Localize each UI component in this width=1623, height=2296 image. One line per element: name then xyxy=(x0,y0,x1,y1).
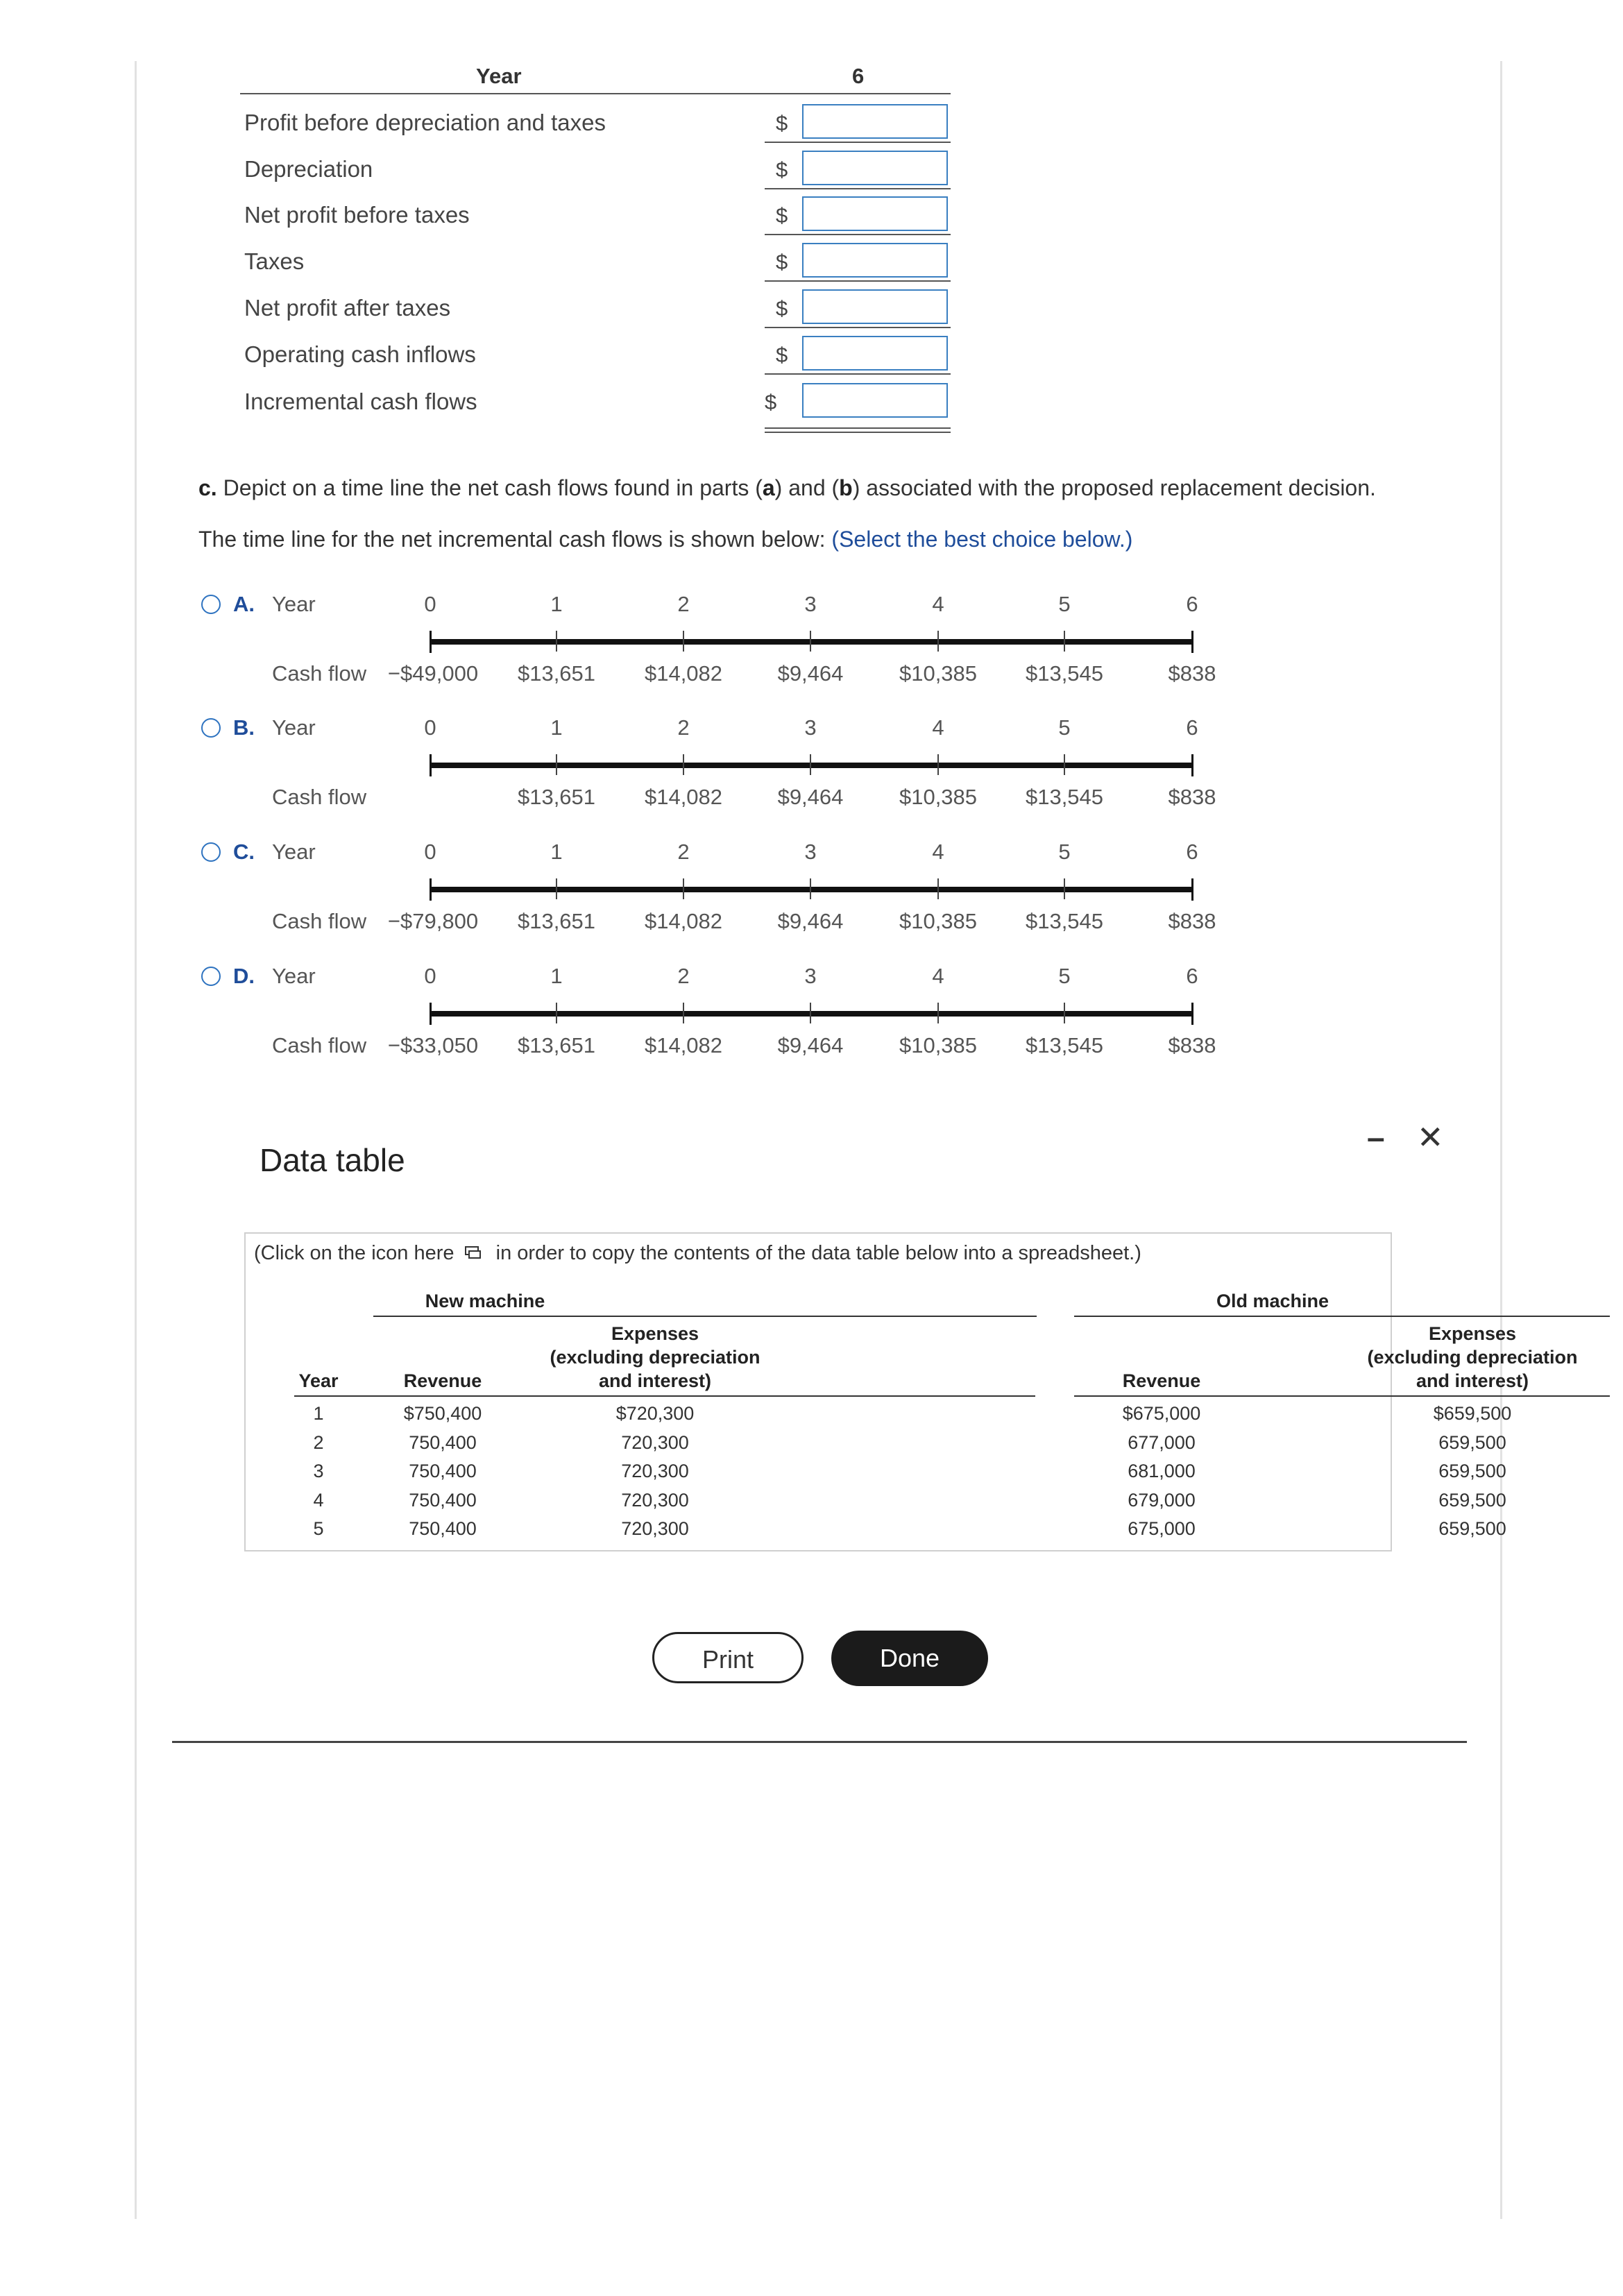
row-rule xyxy=(765,188,951,189)
year-column-header: Year xyxy=(476,64,522,88)
table-cell: 1 xyxy=(313,1403,324,1424)
timeline-year-number: 3 xyxy=(804,715,817,740)
timeline-year-number: 5 xyxy=(1058,964,1071,988)
timeline-cash-flow-value: $13,545 xyxy=(1025,909,1104,933)
table-cell: 750,400 xyxy=(409,1518,477,1539)
currency-symbol: $ xyxy=(776,296,788,321)
timeline-year-number: 2 xyxy=(677,964,690,988)
table-cell: 750,400 xyxy=(409,1461,477,1481)
timeline-cash-flow-label: Cash flow xyxy=(272,661,367,686)
table-cell: 3 xyxy=(313,1461,324,1481)
new-columns-rule xyxy=(294,1395,1035,1397)
table-cell: 5 xyxy=(313,1518,324,1539)
left-page-border xyxy=(135,61,137,2219)
timeline-cash-flow-value: −$33,050 xyxy=(387,1033,479,1057)
timeline-cash-flow-value: $838 xyxy=(1168,785,1216,809)
select-hint: (Select the best choice below.) xyxy=(831,527,1133,552)
option-letter[interactable]: C. xyxy=(233,840,255,864)
right-page-border xyxy=(1500,61,1502,2219)
timeline-axis xyxy=(430,763,1193,768)
timeline-cash-flow-value: $10,385 xyxy=(899,785,978,809)
worksheet-answer-input[interactable] xyxy=(802,104,948,139)
table-cell: $750,400 xyxy=(403,1403,482,1424)
part-c-question: c. Depict on a time line the net cash flows found in parts (a) and (b) associated with the proposed replacement decision. xyxy=(198,475,1376,500)
currency-symbol: $ xyxy=(776,203,788,228)
timeline-cash-flow-value: −$79,800 xyxy=(387,909,479,933)
old-machine-header: Old machine xyxy=(1216,1291,1329,1311)
option-radio[interactable] xyxy=(201,842,221,862)
timeline-cash-flow-value: $13,651 xyxy=(517,661,596,686)
timeline-cash-flow-value: $13,545 xyxy=(1025,1033,1104,1057)
timeline-year-number: 0 xyxy=(424,840,436,864)
timeline-tick xyxy=(937,878,939,899)
table-cell: $720,300 xyxy=(615,1403,695,1424)
table-cell: 720,300 xyxy=(621,1518,689,1539)
timeline-year-number: 6 xyxy=(1186,592,1198,616)
worksheet-row-label: Operating cash inflows xyxy=(244,341,476,367)
timeline-axis xyxy=(430,1011,1193,1017)
row-rule xyxy=(765,327,951,328)
timeline-year-number: 5 xyxy=(1058,840,1071,864)
table-cell: 720,300 xyxy=(621,1489,689,1511)
timeline-cash-flow-value: $10,385 xyxy=(899,1033,978,1057)
timeline-cash-flow-value: $14,082 xyxy=(644,909,723,933)
worksheet-answer-input[interactable] xyxy=(802,383,948,418)
timeline-year-number: 3 xyxy=(804,840,817,864)
table-cell: 720,300 xyxy=(621,1431,689,1453)
done-button[interactable]: Done xyxy=(831,1631,988,1686)
minimize-icon[interactable]: – xyxy=(1367,1119,1385,1155)
option-radio[interactable] xyxy=(201,718,221,738)
currency-symbol: $ xyxy=(776,343,788,367)
timeline-cash-flow-value: −$49,000 xyxy=(387,661,479,686)
data-table-box xyxy=(244,1232,1578,1551)
timeline-year-label: Year xyxy=(272,715,316,740)
table-cell: 679,000 xyxy=(1128,1489,1196,1511)
timeline-year-number: 4 xyxy=(932,964,944,988)
timeline-tick xyxy=(430,754,432,776)
timeline-year-number: 3 xyxy=(804,592,817,616)
old-columns-rule xyxy=(1074,1395,1610,1397)
timeline-tick xyxy=(683,878,684,899)
timeline-year-number: 0 xyxy=(424,715,436,740)
timeline-year-number: 6 xyxy=(1186,715,1198,740)
timeline-cash-flow-value: $13,545 xyxy=(1025,661,1104,686)
new-machine-header: New machine xyxy=(425,1291,545,1311)
data-table-title: Data table xyxy=(260,1142,405,1178)
timeline-year-number: 1 xyxy=(550,840,563,864)
row-rule xyxy=(765,234,951,235)
table-cell: 659,500 xyxy=(1438,1431,1506,1453)
year-6-column-header: 6 xyxy=(852,64,865,88)
row-rule xyxy=(765,373,951,375)
timeline-cash-flow-value: $9,464 xyxy=(777,1033,844,1057)
timeline-tick xyxy=(556,754,557,775)
timeline-year-label: Year xyxy=(272,592,316,616)
timeline-tick xyxy=(810,631,811,652)
timeline-tick xyxy=(430,631,432,653)
timeline-tick xyxy=(1191,1003,1193,1025)
timeline-cash-flow-value: $9,464 xyxy=(777,909,844,933)
timeline-tick xyxy=(1191,878,1193,901)
worksheet-row-label: Depreciation xyxy=(244,156,373,182)
timeline-tick xyxy=(556,878,557,899)
new-revenue-header: Revenue xyxy=(403,1370,482,1391)
timeline-cash-flow-value: $14,082 xyxy=(644,785,723,809)
timeline-year-number: 1 xyxy=(550,964,563,988)
timeline-year-number: 1 xyxy=(550,715,563,740)
timeline-year-number: 0 xyxy=(424,592,436,616)
timeline-year-number: 4 xyxy=(932,592,944,616)
timeline-cash-flow-value: $838 xyxy=(1168,661,1216,686)
timeline-tick xyxy=(1064,878,1065,899)
timeline-cash-flow-value: $14,082 xyxy=(644,1033,723,1057)
table-cell: 4 xyxy=(313,1489,324,1511)
option-radio[interactable] xyxy=(201,967,221,986)
worksheet-answer-input[interactable] xyxy=(802,336,948,371)
timeline-tick xyxy=(810,1003,811,1023)
timeline-tick xyxy=(1191,754,1193,776)
timeline-year-number: 2 xyxy=(677,840,690,864)
table-cell: 750,400 xyxy=(409,1489,477,1511)
part-c-instruction: The time line for the net incremental cash flows is shown below: (Select the best choice below.) xyxy=(198,527,1133,552)
timeline-tick xyxy=(1064,631,1065,652)
timeline-cash-flow-value: $10,385 xyxy=(899,909,978,933)
timeline-tick xyxy=(937,1003,939,1023)
timeline-tick xyxy=(1064,1003,1065,1023)
total-double-rule xyxy=(765,432,951,433)
worksheet-answer-input[interactable] xyxy=(802,151,948,185)
row-rule xyxy=(765,142,951,143)
timeline-tick xyxy=(683,1003,684,1023)
table-cell: $659,500 xyxy=(1433,1403,1512,1424)
new-machine-rule xyxy=(373,1316,1037,1317)
timeline-axis xyxy=(430,639,1193,645)
worksheet-row-label: Net profit after taxes xyxy=(244,295,451,321)
table-cell: 681,000 xyxy=(1128,1461,1196,1481)
spreadsheet-copy-icon[interactable] xyxy=(464,1243,482,1266)
worksheet-answer-input[interactable] xyxy=(802,196,948,231)
worksheet-row-label: Taxes xyxy=(244,248,305,274)
header-rule-left xyxy=(240,93,767,94)
timeline-year-number: 4 xyxy=(932,715,944,740)
total-double-rule xyxy=(765,427,951,429)
print-button[interactable]: Print xyxy=(652,1632,804,1683)
currency-symbol: $ xyxy=(765,390,777,414)
timeline-tick xyxy=(430,1003,432,1025)
old-revenue-header: Revenue xyxy=(1122,1370,1201,1391)
option-letter[interactable]: D. xyxy=(233,964,255,988)
timeline-year-number: 5 xyxy=(1058,715,1071,740)
timeline-cash-flow-value: $9,464 xyxy=(777,785,844,809)
timeline-tick xyxy=(683,754,684,775)
option-letter[interactable]: A. xyxy=(233,592,255,616)
timeline-year-number: 4 xyxy=(932,840,944,864)
table-cell: 750,400 xyxy=(409,1431,477,1453)
timeline-cash-flow-value: $13,651 xyxy=(517,785,596,809)
timeline-year-label: Year xyxy=(272,964,316,988)
table-cell: 675,000 xyxy=(1128,1518,1196,1539)
currency-symbol: $ xyxy=(776,250,788,274)
timeline-axis xyxy=(430,887,1193,892)
option-radio[interactable] xyxy=(201,595,221,614)
worksheet-answer-input[interactable] xyxy=(802,243,948,278)
timeline-cash-flow-value: $14,082 xyxy=(644,661,723,686)
timeline-cash-flow-value: $838 xyxy=(1168,1033,1216,1057)
old-machine-rule xyxy=(1074,1316,1610,1317)
worksheet-row-label: Incremental cash flows xyxy=(244,389,477,414)
option-letter[interactable]: B. xyxy=(233,715,255,740)
timeline-cash-flow-value: $13,651 xyxy=(517,909,596,933)
timeline-cash-flow-label: Cash flow xyxy=(272,1033,367,1057)
timeline-tick xyxy=(810,878,811,899)
timeline-tick xyxy=(1064,754,1065,775)
close-icon[interactable]: ✕ xyxy=(1417,1119,1444,1155)
worksheet-row-label: Net profit before taxes xyxy=(244,202,470,228)
timeline-tick xyxy=(430,878,432,901)
timeline-year-number: 2 xyxy=(677,592,690,616)
timeline-year-number: 2 xyxy=(677,715,690,740)
currency-symbol: $ xyxy=(776,111,788,135)
timeline-cash-flow-label: Cash flow xyxy=(272,785,367,809)
timeline-cash-flow-value: $838 xyxy=(1168,909,1216,933)
timeline-cash-flow-value: $13,651 xyxy=(517,1033,596,1057)
new-expenses-header: Expenses (excluding depreciation and interest) xyxy=(550,1323,760,1391)
timeline-tick xyxy=(937,631,939,652)
timeline-year-number: 3 xyxy=(804,964,817,988)
timeline-year-number: 6 xyxy=(1186,840,1198,864)
table-cell: 720,300 xyxy=(621,1461,689,1481)
timeline-year-number: 1 xyxy=(550,592,563,616)
bottom-divider xyxy=(172,1741,1467,1743)
table-cell: $675,000 xyxy=(1122,1403,1201,1424)
timeline-tick xyxy=(683,631,684,652)
timeline-cash-flow-value: $13,545 xyxy=(1025,785,1104,809)
timeline-tick xyxy=(556,631,557,652)
worksheet-answer-input[interactable] xyxy=(802,289,948,324)
worksheet-row-label: Profit before depreciation and taxes xyxy=(244,110,606,135)
table-cell: 659,500 xyxy=(1438,1518,1506,1539)
timeline-tick xyxy=(556,1003,557,1023)
old-expenses-header: Expenses (excluding depreciation and interest) xyxy=(1367,1323,1578,1391)
timeline-year-label: Year xyxy=(272,840,316,864)
timeline-year-number: 6 xyxy=(1186,964,1198,988)
header-rule-right xyxy=(765,93,951,94)
currency-symbol: $ xyxy=(776,158,788,182)
table-cell: 659,500 xyxy=(1438,1489,1506,1511)
timeline-cash-flow-value: $9,464 xyxy=(777,661,844,686)
timeline-cash-flow-value: $10,385 xyxy=(899,661,978,686)
timeline-year-number: 0 xyxy=(424,964,436,988)
year-header: Year xyxy=(298,1370,339,1391)
table-cell: 677,000 xyxy=(1128,1431,1196,1453)
timeline-tick xyxy=(937,754,939,775)
timeline-tick xyxy=(1191,631,1193,653)
timeline-tick xyxy=(810,754,811,775)
copy-note: (Click on the icon here in order to copy the contents of the data table below into a spreadsheet.) xyxy=(254,1242,1141,1264)
table-cell: 2 xyxy=(313,1431,324,1453)
timeline-year-number: 5 xyxy=(1058,592,1071,616)
table-cell: 659,500 xyxy=(1438,1461,1506,1481)
row-rule xyxy=(765,280,951,282)
timeline-cash-flow-label: Cash flow xyxy=(272,909,367,933)
